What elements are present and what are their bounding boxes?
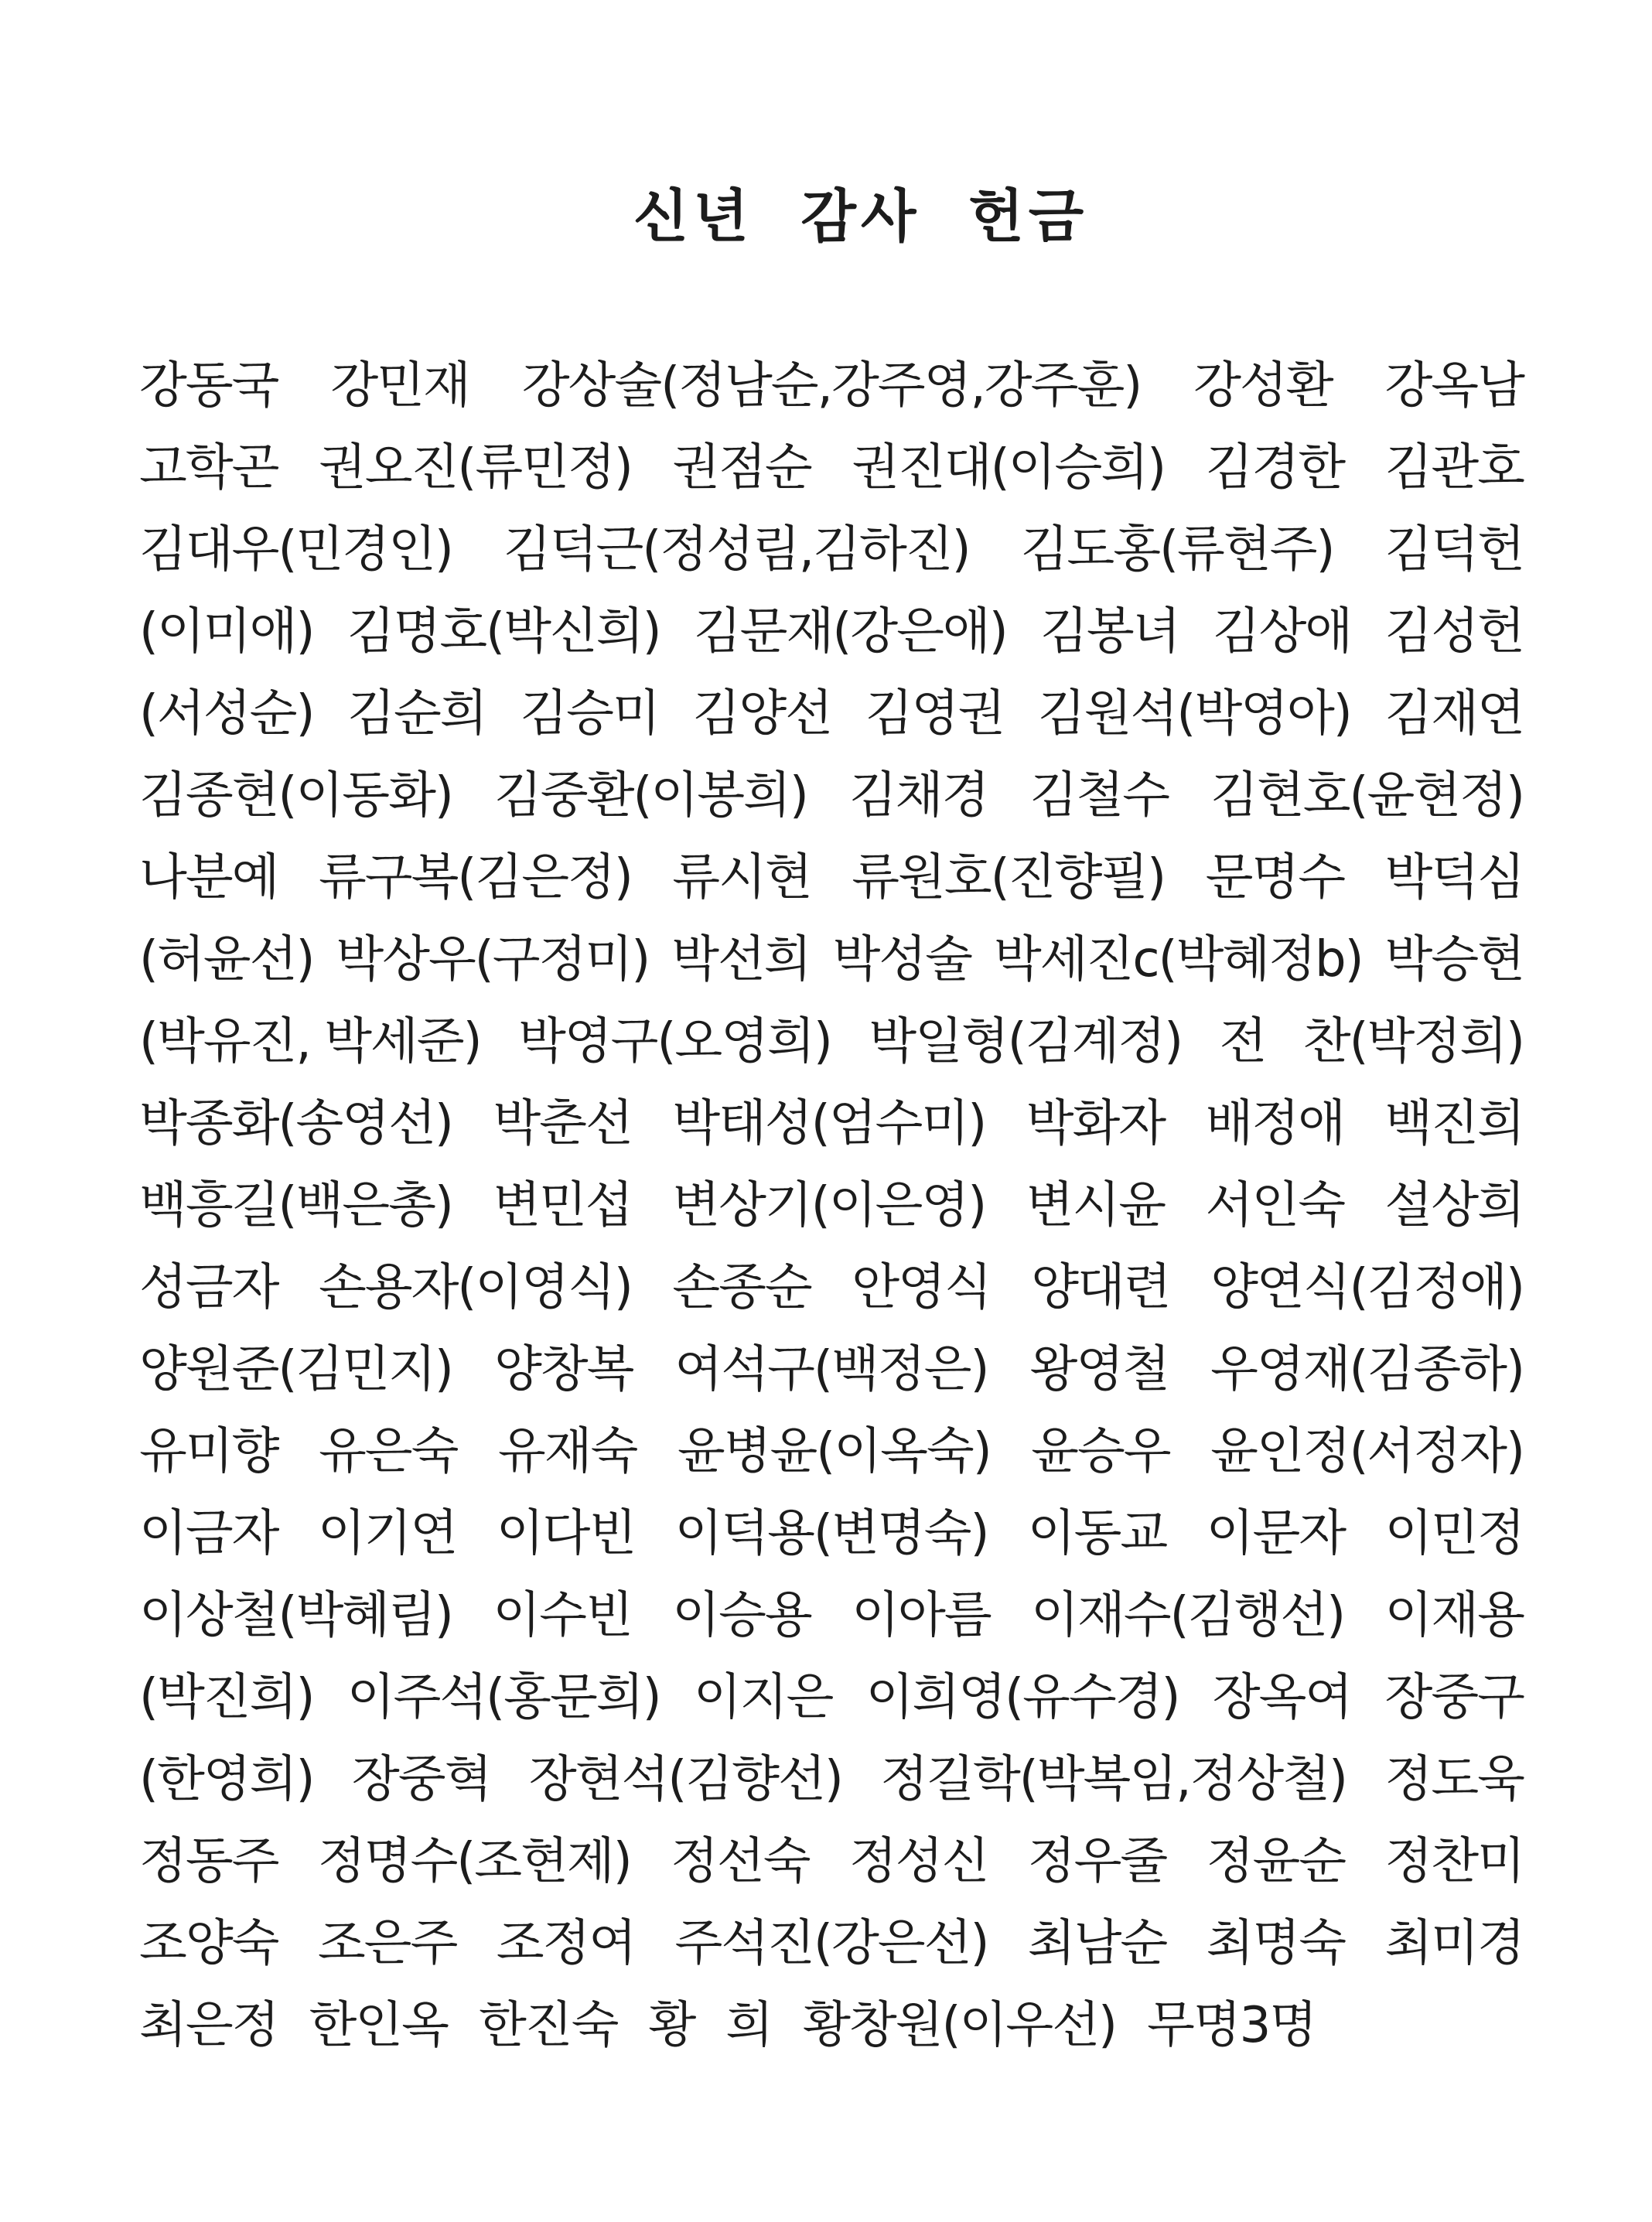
donor-line xyxy=(139,1406,1524,1488)
donor-name: 장중구 xyxy=(1384,1669,1524,1726)
donor-name: 이덕용(변명숙) xyxy=(674,1505,988,1562)
donor-name: 무명3명 xyxy=(1147,1997,1316,2054)
donor-name: 이기연 xyxy=(317,1505,457,1562)
donor-name: 정도욱 xyxy=(1384,1751,1524,1808)
donor-name: 김문재(강은애) xyxy=(693,603,1007,660)
donor-name: 김원석(박영아) xyxy=(1037,685,1351,742)
donor-name: 손용자(이영식) xyxy=(318,1259,632,1316)
donor-name: 김중환(이봉희) xyxy=(493,767,807,824)
donor-name: 안영식 xyxy=(852,1259,991,1316)
donor-name: 박승현 xyxy=(1384,931,1524,988)
donor-line xyxy=(139,1488,1524,1570)
donor-name: 유재숙 xyxy=(497,1423,637,1480)
donor-line xyxy=(139,1980,1524,2062)
donor-name: 박상우(구정미) xyxy=(336,931,650,988)
donor-line xyxy=(139,914,1524,996)
donor-name: 윤승우 xyxy=(1031,1423,1170,1480)
donor-name: 설상희 xyxy=(1384,1177,1524,1234)
donor-name: (서성순) xyxy=(139,685,314,742)
donor-name: 전 xyxy=(1219,1013,1266,1070)
donor-name: 강옥남 xyxy=(1384,357,1524,415)
donor-name: 양원준(김민지) xyxy=(139,1341,452,1398)
donor-name: 유미향 xyxy=(139,1423,278,1480)
page-title: 신년 감사 헌금 xyxy=(633,183,1089,250)
donor-name: 류구복(김은정) xyxy=(318,849,632,906)
donor-line xyxy=(139,1078,1524,1160)
donor-name: 최남순 xyxy=(1027,1915,1167,1972)
donor-name: 손종순 xyxy=(672,1259,811,1316)
donor-name: 김덕헌 xyxy=(1384,521,1524,579)
donor-name: (이미애) xyxy=(139,603,314,660)
donor-line xyxy=(139,1816,1524,1898)
donor-name: 이아름 xyxy=(852,1587,991,1644)
donor-name: 김대우(민경인) xyxy=(139,521,452,579)
donor-name: 김관호 xyxy=(1384,439,1524,497)
donor-name: 권진대(이승희) xyxy=(852,439,1166,497)
donor-line xyxy=(139,504,1524,586)
donor-name: 김영권 xyxy=(865,685,1005,742)
donor-name: 이수빈 xyxy=(493,1587,632,1644)
donor-name: 이문자 xyxy=(1206,1505,1346,1562)
donor-name: (허윤선) xyxy=(139,931,314,988)
donor-name: 주석진(강은선) xyxy=(674,1915,988,1972)
donor-name: 정선숙 xyxy=(671,1833,810,1890)
donor-name: 한진숙 xyxy=(478,1997,618,2054)
donor-name: 희 xyxy=(725,1997,773,2054)
donor-name: 정찬미 xyxy=(1384,1833,1524,1890)
donor-name: 류시현 xyxy=(672,849,811,906)
donor-name: 양연식(김정애) xyxy=(1210,1259,1524,1316)
donor-line xyxy=(139,1652,1524,1734)
donor-line xyxy=(139,832,1524,914)
donor-name: 김재연 xyxy=(1384,685,1524,742)
donor-name: (한영희) xyxy=(139,1751,314,1808)
donor-name: 찬(박정희) xyxy=(1302,1013,1524,1070)
donor-name: 윤인정(서정자) xyxy=(1210,1423,1524,1480)
donor-name: 정명수(조현제) xyxy=(317,1833,631,1890)
donor-name: 최미경 xyxy=(1384,1915,1524,1972)
donor-line xyxy=(139,1570,1524,1652)
donor-name: 최명숙 xyxy=(1206,1915,1346,1972)
donor-name: 김순희 xyxy=(347,685,486,742)
donor-name: 정우줄 xyxy=(1027,1833,1167,1890)
donor-name: 김승미 xyxy=(520,685,659,742)
donor-name: 박성술 xyxy=(832,931,971,988)
donor-name: 이재수(김행선) xyxy=(1031,1587,1345,1644)
donor-line xyxy=(139,1898,1524,1980)
donor-name: 우영재(김종하) xyxy=(1210,1341,1524,1398)
donor-name: 성금자 xyxy=(139,1259,278,1316)
donor-name: 이희영(유수경) xyxy=(865,1669,1179,1726)
donor-line xyxy=(139,1324,1524,1406)
donor-name: 김덕근(정성림,김하진) xyxy=(503,521,970,579)
donor-line xyxy=(139,1160,1524,1242)
donor-name: 이지은 xyxy=(693,1669,833,1726)
donor-name: 이주석(홍문희) xyxy=(346,1669,660,1726)
donor-name: 정동주 xyxy=(139,1833,278,1890)
donor-line xyxy=(139,1242,1524,1324)
donor-name: 유은숙 xyxy=(318,1423,458,1480)
donor-line xyxy=(139,1734,1524,1816)
donor-list xyxy=(139,340,1524,2062)
donor-name: 문명수 xyxy=(1205,849,1345,906)
donor-line xyxy=(139,668,1524,750)
donor-name: 김철수 xyxy=(1029,767,1169,824)
donor-line xyxy=(139,422,1524,504)
donor-name: 백흥길(백은총) xyxy=(139,1177,452,1234)
donor-name: 박종화(송영선) xyxy=(139,1095,452,1152)
donor-name: 박덕심 xyxy=(1384,849,1524,906)
donor-name: 장옥여 xyxy=(1212,1669,1352,1726)
donor-name: 정길학(박복임,정상철) xyxy=(880,1751,1347,1808)
donor-name: 박춘선 xyxy=(493,1095,632,1152)
donor-name: 김양선 xyxy=(692,685,831,742)
donor-name: 김상애 xyxy=(1212,603,1352,660)
donor-name: 변시윤 xyxy=(1026,1177,1166,1234)
donor-name: 이재용 xyxy=(1384,1587,1524,1644)
donor-name: 김성헌 xyxy=(1384,603,1524,660)
donor-name: 장현석(김향선) xyxy=(528,1751,842,1808)
donor-name: 권점순 xyxy=(672,439,811,497)
donor-name: 황창원(이우선) xyxy=(803,1997,1116,2054)
donor-name: 장중혁 xyxy=(351,1751,491,1808)
donor-name: 양창복 xyxy=(493,1341,633,1398)
donor-name: 김채경 xyxy=(848,767,988,824)
donor-name: 김명호(박신희) xyxy=(346,603,660,660)
donor-name: 이상철(박혜림) xyxy=(139,1587,452,1644)
donor-name: 강상술(정남순,강주영,강주훈) xyxy=(521,357,1142,415)
donor-name: 김종현(이동화) xyxy=(139,767,452,824)
donor-name: 이민정 xyxy=(1384,1505,1524,1562)
donor-name: 박선희 xyxy=(671,931,811,988)
donor-name: 이승용 xyxy=(672,1587,811,1644)
donor-name: 권오진(류민정) xyxy=(318,439,632,497)
donor-name: 이다빈 xyxy=(496,1505,636,1562)
donor-name: 정윤순 xyxy=(1206,1833,1346,1890)
donor-name: 이동교 xyxy=(1027,1505,1167,1562)
donor-name: 배정애 xyxy=(1205,1095,1345,1152)
donor-name: 강성환 xyxy=(1193,357,1333,415)
donor-name: 이금자 xyxy=(139,1505,278,1562)
donor-name: 박화자 xyxy=(1026,1095,1166,1152)
donor-name: 서인숙 xyxy=(1205,1177,1345,1234)
donor-name: 변상기(이은영) xyxy=(672,1177,986,1234)
donor-name: 김도홍(류현주) xyxy=(1020,521,1334,579)
donor-name: 양대련 xyxy=(1031,1259,1170,1316)
donor-line xyxy=(139,750,1524,832)
donor-name: 조은주 xyxy=(317,1915,457,1972)
donor-name: 여석구(백정은) xyxy=(674,1341,988,1398)
donor-line xyxy=(139,340,1524,422)
donor-name: 박영구(오영희) xyxy=(517,1013,831,1070)
donor-name: 정성신 xyxy=(848,1833,988,1890)
donor-name: 김경한 xyxy=(1205,439,1345,497)
donor-name: 김현호(윤현정) xyxy=(1210,767,1524,824)
donor-name: 박일형(김계정) xyxy=(869,1013,1183,1070)
donor-name: (박유진, 박세준) xyxy=(139,1013,481,1070)
donor-name: 고학곤 xyxy=(139,439,278,497)
donor-name: (박진희) xyxy=(139,1669,314,1726)
donor-name: 최은정 xyxy=(139,1997,278,2054)
donor-name: 김봉녀 xyxy=(1040,603,1179,660)
donor-name: 한인옥 xyxy=(309,1997,448,2054)
donor-name: 조양숙 xyxy=(139,1915,278,1972)
donor-name: 나분예 xyxy=(139,849,278,906)
donor-name: 강민재 xyxy=(330,357,469,415)
donor-name: 박세진c(박혜정b) xyxy=(993,931,1363,988)
donor-name: 박태성(엄수미) xyxy=(672,1095,986,1152)
donor-name: 조정여 xyxy=(496,1915,636,1972)
donor-name: 류원호(진향필) xyxy=(852,849,1166,906)
donor-name: 강동국 xyxy=(139,357,278,415)
donor-line xyxy=(139,586,1524,668)
donor-name: 왕영철 xyxy=(1029,1341,1169,1398)
donor-name: 변민섭 xyxy=(493,1177,632,1234)
donor-name: 윤병윤(이옥숙) xyxy=(677,1423,991,1480)
donor-name: 황 xyxy=(648,1997,695,2054)
donor-line xyxy=(139,996,1524,1078)
donor-name: 백진희 xyxy=(1384,1095,1524,1152)
